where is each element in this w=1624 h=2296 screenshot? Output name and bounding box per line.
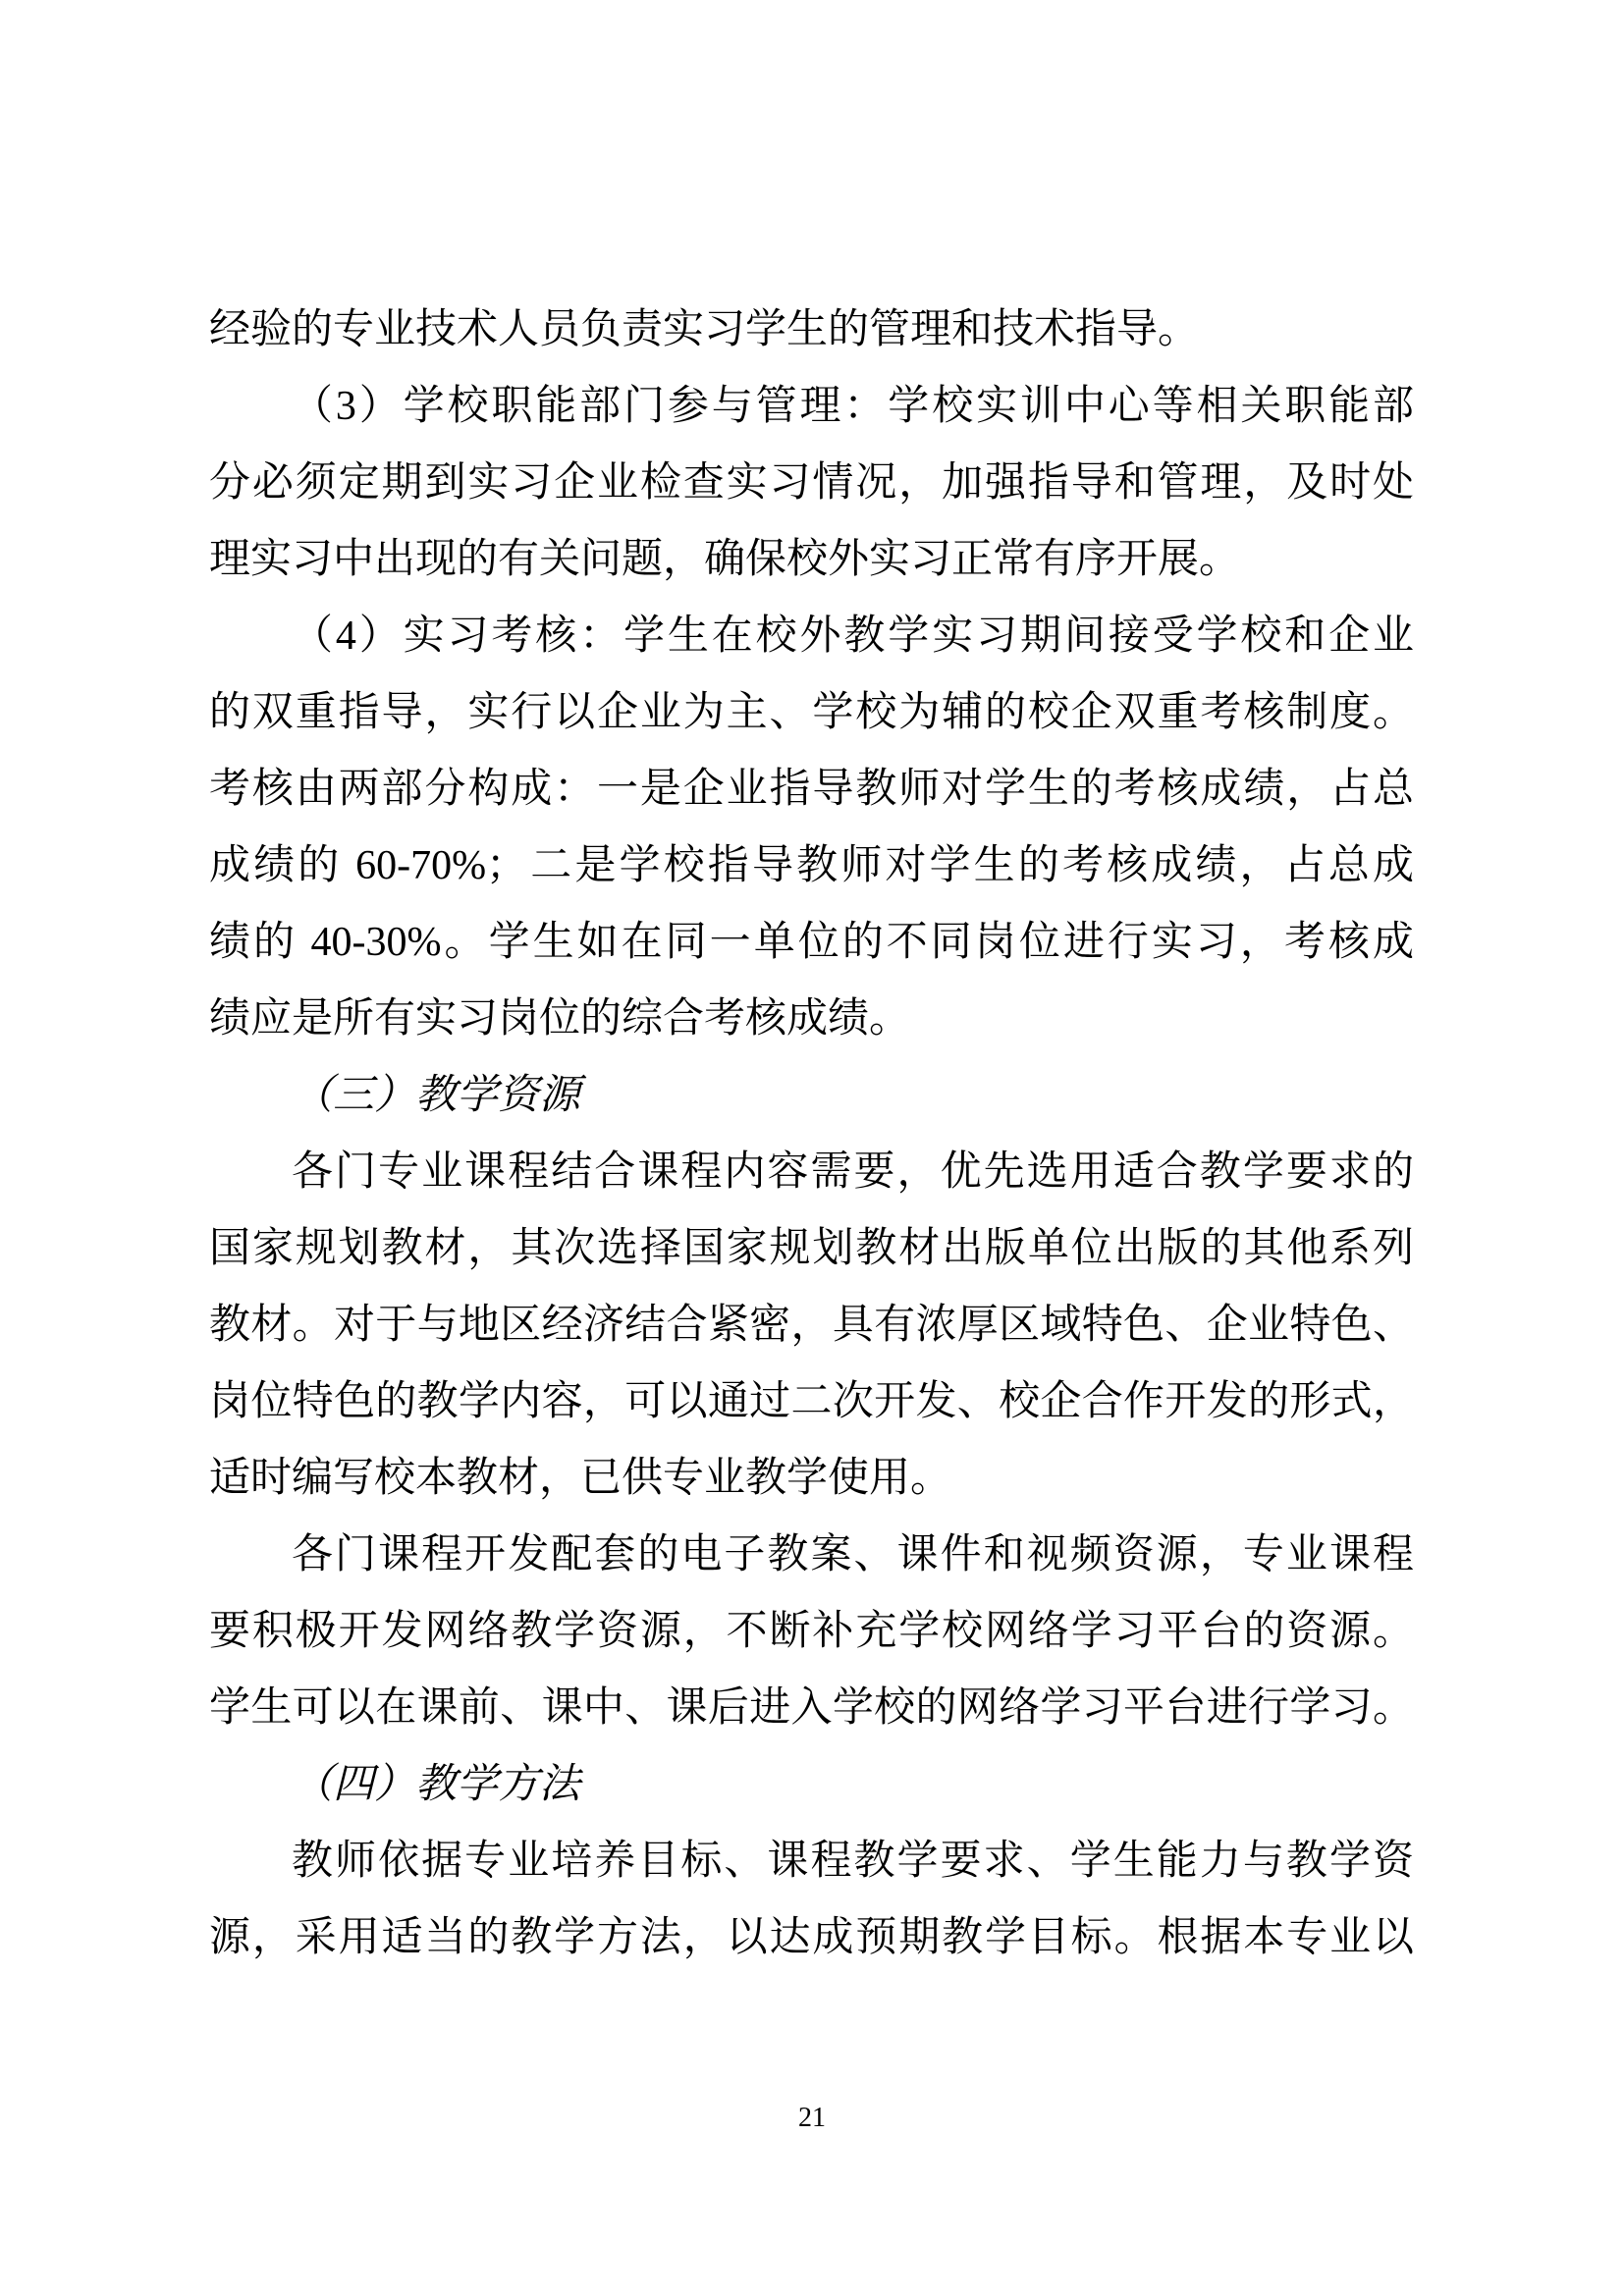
body-line: 源，采用适当的教学方法，以达成预期教学目标。根据本专业以: [209, 1915, 1414, 1960]
body-line: 各门课程开发配套的电子教案、课件和视频资源，专业课程: [292, 1532, 1414, 1577]
body-line: 要积极开发网络教学资源，不断补充学校网络学习平台的资源。: [209, 1609, 1414, 1654]
body-line: 分必须定期到实习企业检查实习情况，加强指导和管理，及时处: [209, 460, 1414, 506]
body-line: 理实习中出现的有关问题，确保校外实习正常有序开展。: [209, 537, 1241, 582]
body-line: 岗位特色的教学内容，可以通过二次开发、校企合作开发的形式，: [209, 1379, 1414, 1424]
section-heading-teaching-resources: （三）教学资源: [292, 1073, 581, 1118]
section-heading-teaching-methods: （四）教学方法: [292, 1762, 581, 1807]
body-line: 各门专业课程结合课程内容需要，优先选用适合教学要求的: [292, 1149, 1414, 1195]
body-line: 经验的专业技术人员负责实习学生的管理和技术指导。: [209, 307, 1200, 352]
body-line: 教师依据专业培养目标、课程教学要求、学生能力与教学资: [292, 1839, 1414, 1884]
body-line: 学生可以在课前、课中、课后进入学校的网络学习平台进行学习。: [209, 1685, 1414, 1731]
body-line: 国家规划教材，其次选择国家规划教材出版单位出版的其他系列: [209, 1226, 1414, 1271]
body-line: （3）学校职能部门参与管理：学校实训中心等相关职能部: [292, 384, 1414, 429]
body-line: （4）实习考核：学生在校外教学实习期间接受学校和企业: [292, 614, 1414, 659]
body-line: 绩的 40-30%。学生如在同一单位的不同岗位进行实习，考核成: [209, 920, 1414, 965]
page-number: 21: [798, 2103, 826, 2133]
body-line: 的双重指导，实行以企业为主、学校为辅的校企双重考核制度。: [209, 690, 1414, 735]
body-line: 绩应是所有实习岗位的综合考核成绩。: [209, 996, 911, 1041]
body-text: [209, 292, 1414, 1976]
body-line: 考核由两部分构成：一是企业指导教师对学生的考核成绩，占总: [209, 767, 1414, 812]
body-line: 教材。对于与地区经济结合紧密，具有浓厚区域特色、企业特色、: [209, 1303, 1414, 1348]
body-line: 成绩的 60-70%；二是学校指导教师对学生的考核成绩，占总成: [209, 843, 1414, 888]
body-line: 适时编写校本教材，已供专业教学使用。: [209, 1456, 952, 1501]
